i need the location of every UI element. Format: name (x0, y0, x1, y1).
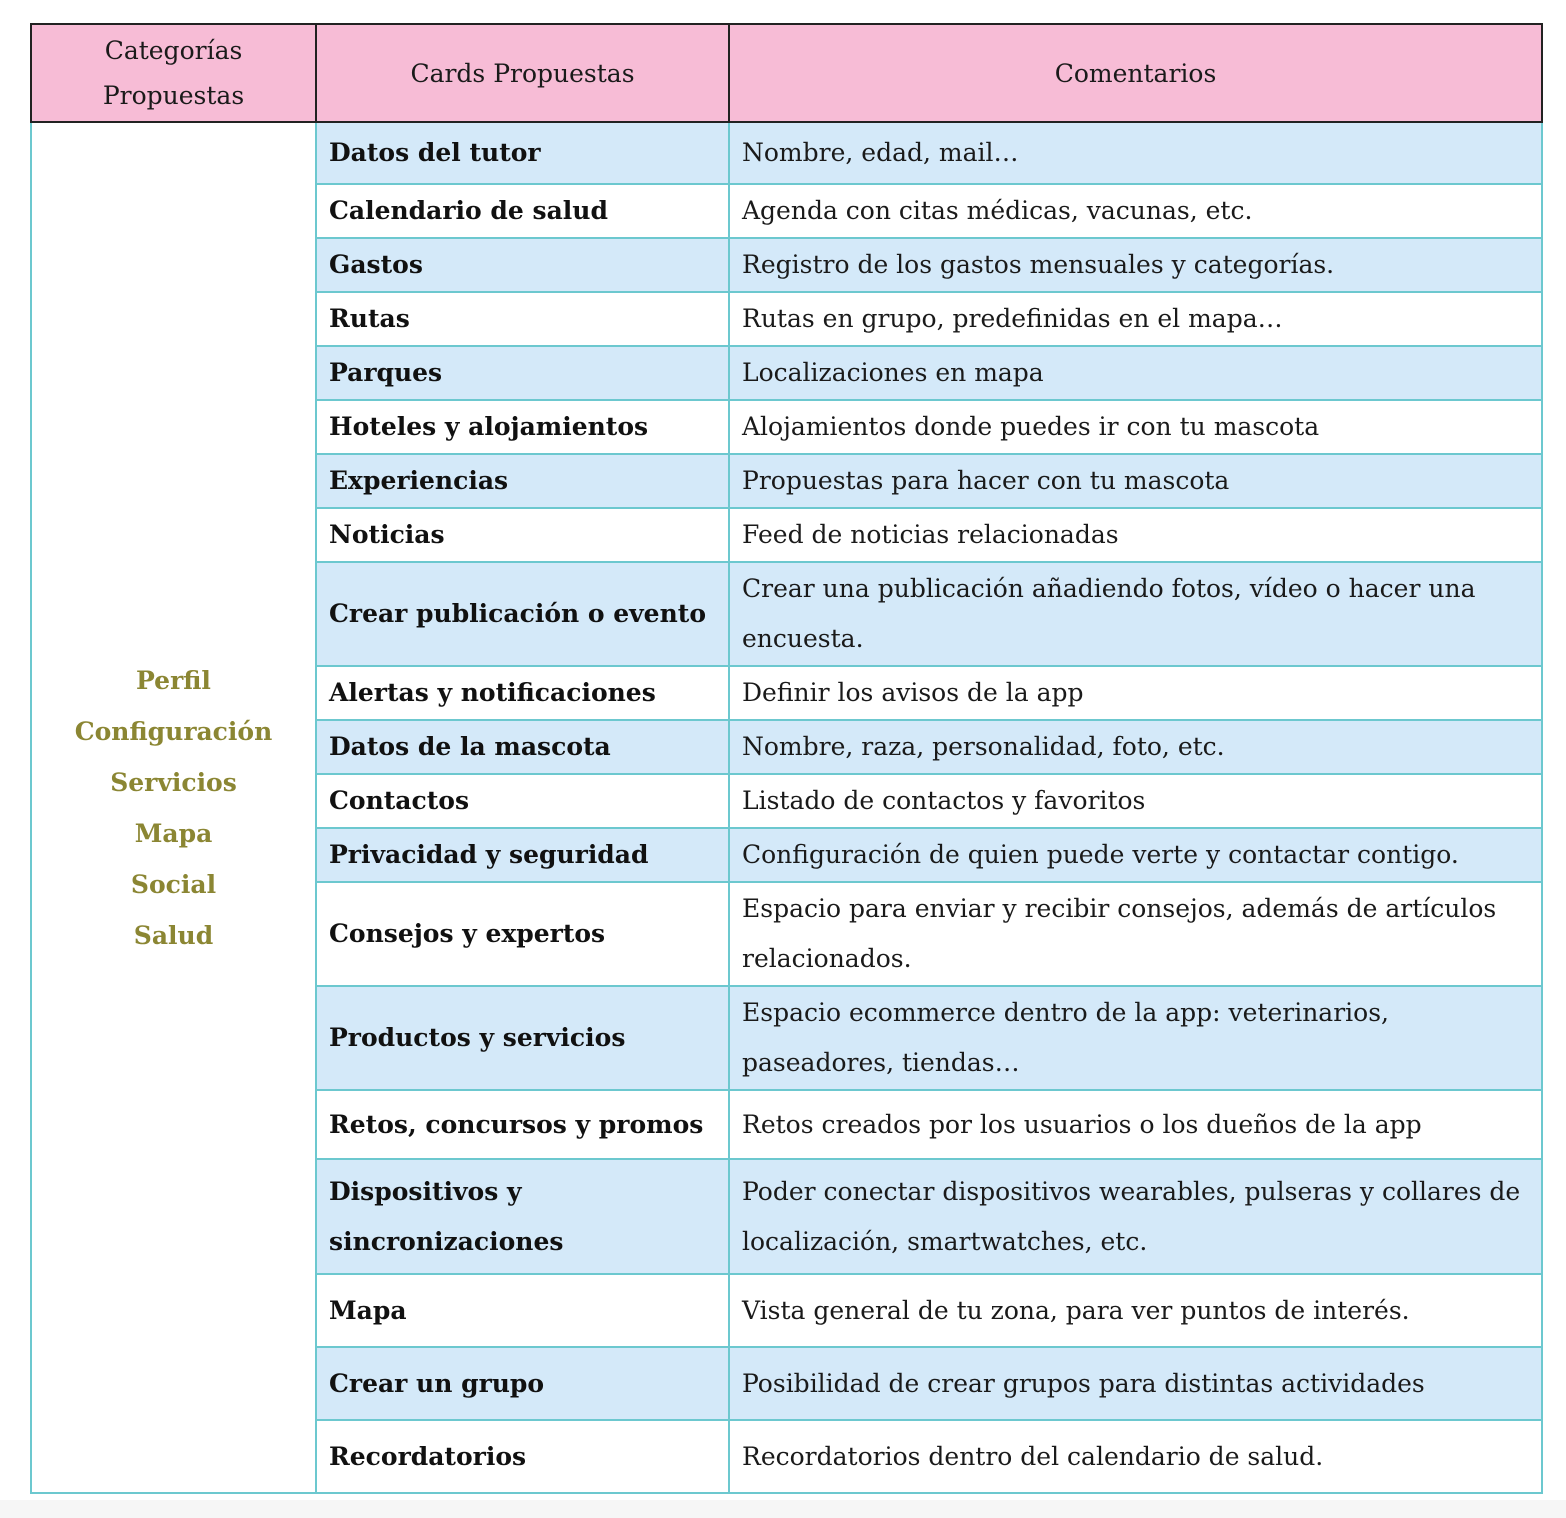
proposal-table (30, 23, 1543, 1494)
header-comments: Comentarios (729, 24, 1542, 122)
card-name-cell: Crear un grupo (316, 1347, 729, 1420)
header-categories: Categorías Propuestas (31, 24, 316, 122)
comment-cell: Recordatorios dentro del calendario de salud. (729, 1420, 1542, 1493)
comment-cell: Nombre, edad, mail… (729, 122, 1542, 184)
comment-cell: Listado de contactos y favoritos (729, 774, 1542, 828)
comment-cell: Configuración de quien puede verte y contactar contigo. (729, 828, 1542, 882)
comment-cell: Posibilidad de crear grupos para distintas actividades (729, 1347, 1542, 1420)
table-body (31, 122, 1542, 1493)
comment-cell: Rutas en grupo, predefinidas en el mapa… (729, 292, 1542, 346)
header-cards: Cards Propuestas (316, 24, 729, 122)
table-header (31, 24, 1542, 122)
card-name-cell: Datos del tutor (316, 122, 729, 184)
card-name-cell: Datos de la mascota (316, 720, 729, 774)
comment-cell: Crear una publicación añadiendo fotos, vídeo o hacer una encuesta. (729, 562, 1542, 666)
card-name-cell: Experiencias (316, 454, 729, 508)
card-name-cell: Consejos y expertos (316, 882, 729, 986)
proposal-table-container (30, 23, 1541, 1494)
comment-cell: Alojamientos donde puedes ir con tu mascota (729, 400, 1542, 454)
category-item: Configuración (74, 716, 273, 746)
card-name-cell: Retos, concursos y promos (316, 1090, 729, 1159)
category-item: Mapa (134, 818, 213, 848)
comment-cell: Propuestas para hacer con tu mascota (729, 454, 1542, 508)
comment-cell: Definir los avisos de la app (729, 666, 1542, 720)
category-list (38, 655, 309, 961)
card-name-cell: Rutas (316, 292, 729, 346)
comment-cell: Feed de noticias relacionadas (729, 508, 1542, 562)
comment-cell: Agenda con citas médicas, vacunas, etc. (729, 184, 1542, 238)
card-name-cell: Productos y servicios (316, 986, 729, 1090)
card-name-cell: Calendario de salud (316, 184, 729, 238)
category-item: Perfil (136, 665, 211, 695)
comment-cell: Poder conectar dispositivos wearables, pulseras y collares de localización, smartwatches, etc. (729, 1159, 1542, 1274)
card-name-cell: Parques (316, 346, 729, 400)
card-name-cell: Dispositivos y sincronizaciones (316, 1159, 729, 1274)
card-name-cell: Recordatorios (316, 1420, 729, 1493)
card-name-cell: Gastos (316, 238, 729, 292)
card-name-cell: Crear publicación o evento (316, 562, 729, 666)
card-name-cell: Noticias (316, 508, 729, 562)
comment-cell: Espacio ecommerce dentro de la app: veterinarios, paseadores, tiendas… (729, 986, 1542, 1090)
category-item: Salud (133, 920, 214, 950)
card-name-cell: Hoteles y alojamientos (316, 400, 729, 454)
comment-cell: Nombre, raza, personalidad, foto, etc. (729, 720, 1542, 774)
category-item: Servicios (110, 767, 237, 797)
categories-cell (31, 122, 316, 1493)
comment-cell: Vista general de tu zona, para ver puntos de interés. (729, 1274, 1542, 1347)
card-name-cell: Contactos (316, 774, 729, 828)
card-name-cell: Alertas y notificaciones (316, 666, 729, 720)
category-item: Social (130, 869, 217, 899)
comment-cell: Espacio para enviar y recibir consejos, además de artículos relacionados. (729, 882, 1542, 986)
comment-cell: Registro de los gastos mensuales y categorías. (729, 238, 1542, 292)
page-bottom-edge (0, 1500, 1566, 1518)
table-row (31, 122, 1542, 184)
card-name-cell: Mapa (316, 1274, 729, 1347)
header-row (31, 24, 1542, 122)
comment-cell: Retos creados por los usuarios o los dueños de la app (729, 1090, 1542, 1159)
card-name-cell: Privacidad y seguridad (316, 828, 729, 882)
comment-cell: Localizaciones en mapa (729, 346, 1542, 400)
